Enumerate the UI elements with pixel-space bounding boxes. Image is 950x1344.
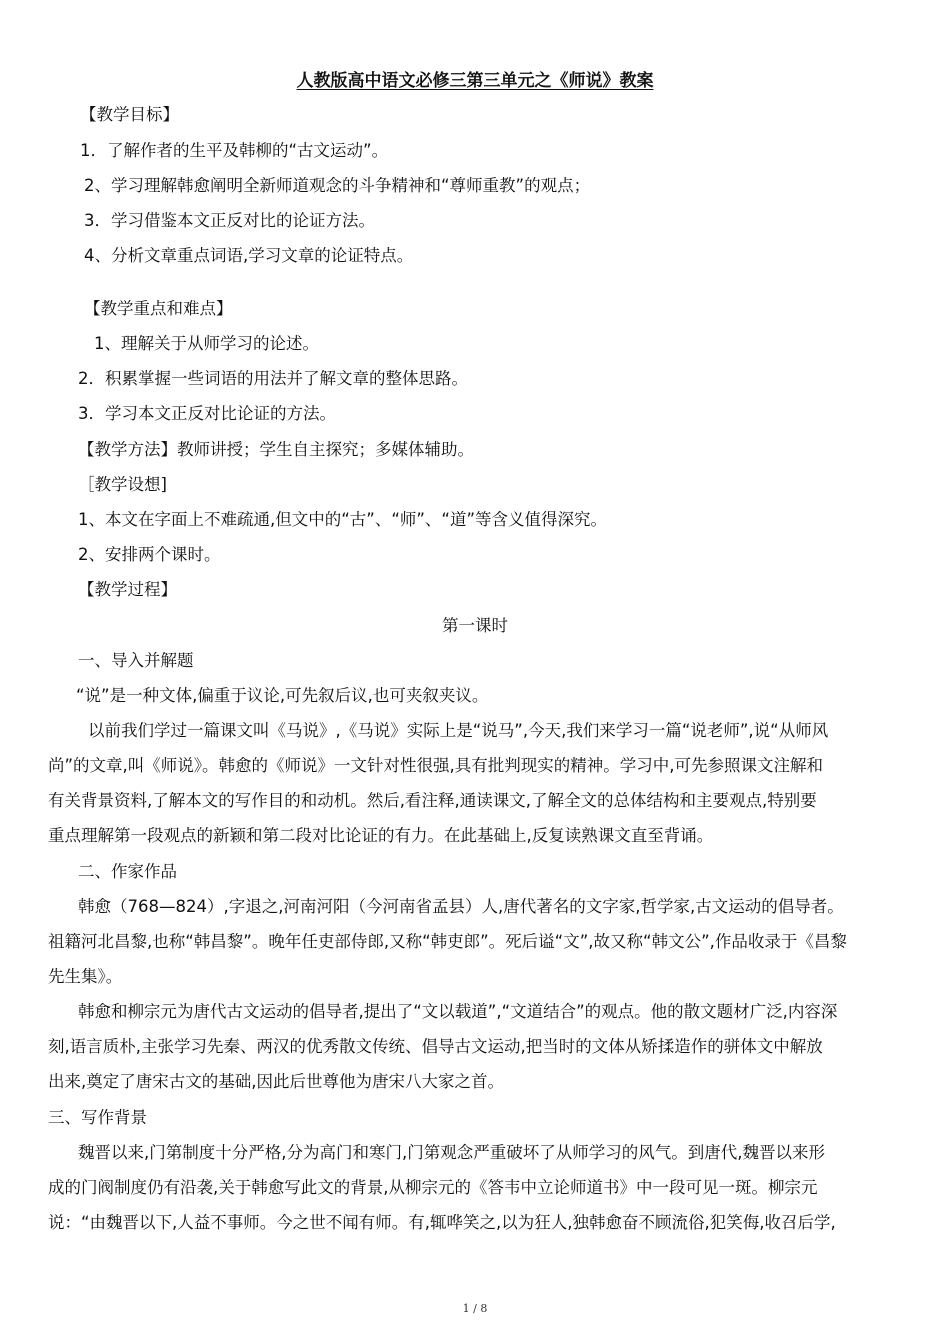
key-points-heading: 【教学重点和难点】 [84, 299, 233, 318]
design-item: 2、安排两个课时。 [78, 545, 221, 564]
section-heading: 三、写作背景 [48, 1108, 147, 1127]
key-point-item: 1、理解关于从师学习的论述。 [94, 334, 319, 353]
paragraph-line: “说”是一种文体,偏重于议论,可先叙后议,也可夹叙夹议。 [76, 686, 489, 705]
paragraph-line: 刻,语言质朴,主张学习先秦、两汉的优秀散文传统、倡导古文运动,把当时的文体从矫揉造作的骈体文中解放 [48, 1037, 823, 1056]
paragraph-line: 以前我们学过一篇课文叫《马说》,《马说》实际上是“说马”,今天,我们来学习一篇“说老师”,说“从师风 [88, 721, 829, 740]
paragraph-line: 出来,奠定了唐宋古文的基础,因此后世尊他为唐宋八大家之首。 [48, 1072, 504, 1091]
key-point-item: 3．学习本文正反对比论证的方法。 [78, 404, 336, 423]
objective-item: 1．了解作者的生平及韩柳的“古文运动”。 [80, 141, 389, 160]
paragraph-line: 重点理解第一段观点的新颖和第二段对比论证的有力。在此基础上,反复读熟课文直至背诵。 [48, 826, 714, 845]
paragraph-line: 说：“由魏晋以下,人益不事师。今之世不闻有师。有,辄哗笑之,以为狂人,独韩愈奋不顾流俗,犯笑侮,收召后学, [48, 1213, 836, 1232]
paragraph-line: 魏晋以来,门第制度十分严格,分为高门和寒门,门第观念严重破坏了从师学习的风气。到唐代,魏晋以来形 [78, 1143, 825, 1162]
page-number: 1 / 8 [462, 1302, 488, 1315]
paragraph-line: 祖籍河北昌黎,也称“韩昌黎”。晚年任吏部侍郎,又称“韩吏郎”。死后谥“文”,故又称“韩文公”,作品收录于《昌黎 [48, 932, 847, 951]
objective-item: 2、学习理解韩愈阐明全新师道观念的斗争精神和“尊师重教”的观点； [84, 176, 591, 195]
methods-line: 【教学方法】教师讲授；学生自主探究；多媒体辅助。 [78, 440, 474, 459]
paragraph-line: 尚”的文章,叫《师说》。韩愈的《师说》一文针对性很强,具有批判现实的精神。学习中,可先参照课文注解和 [48, 756, 824, 775]
paragraph-line: 韩愈和柳宗元为唐代古文运动的倡导者,提出了“文以载道”,“文道结合”的观点。他的散文题材广泛,内容深 [78, 1002, 838, 1021]
objectives-heading: 【教学目标】 [80, 105, 179, 124]
section-heading: 一、导入并解题 [78, 651, 194, 670]
lesson-title: 第一课时 [442, 616, 508, 635]
process-heading: 【教学过程】 [78, 580, 177, 599]
document-title: 人教版高中语文必修三第三单元之《师说》教案 [296, 71, 654, 91]
section-heading: 二、作家作品 [78, 862, 177, 881]
objective-item: 3．学习借鉴本文正反对比的论证方法。 [84, 211, 375, 230]
objective-item: 4、分析文章重点词语,学习文章的论证特点。 [84, 246, 414, 265]
paragraph-line: 先生集》。 [48, 967, 123, 986]
key-point-item: 2．积累掌握一些词语的用法并了解文章的整体思路。 [78, 369, 468, 388]
design-item: 1、本文在字面上不难疏通,但文中的“古”、“师”、“道”等含义值得深究。 [78, 510, 608, 529]
design-heading: ［教学设想] [78, 475, 167, 494]
paragraph-line: 韩愈（768—824）,字退之,河南河阳（今河南省孟县）人,唐代著名的文字家,哲学家,古文运动的倡导者。 [78, 897, 844, 916]
paragraph-line: 有关背景资料,了解本文的写作目的和动机。然后,看注释,通读课文,了解全文的总体结构和主要观点,特别要 [48, 791, 817, 810]
paragraph-line: 成的门阀制度仍有沿袭,关于韩愈写此文的背景,从柳宗元的《答韦中立论师道书》中一段可见一斑。柳宗元 [48, 1178, 818, 1197]
